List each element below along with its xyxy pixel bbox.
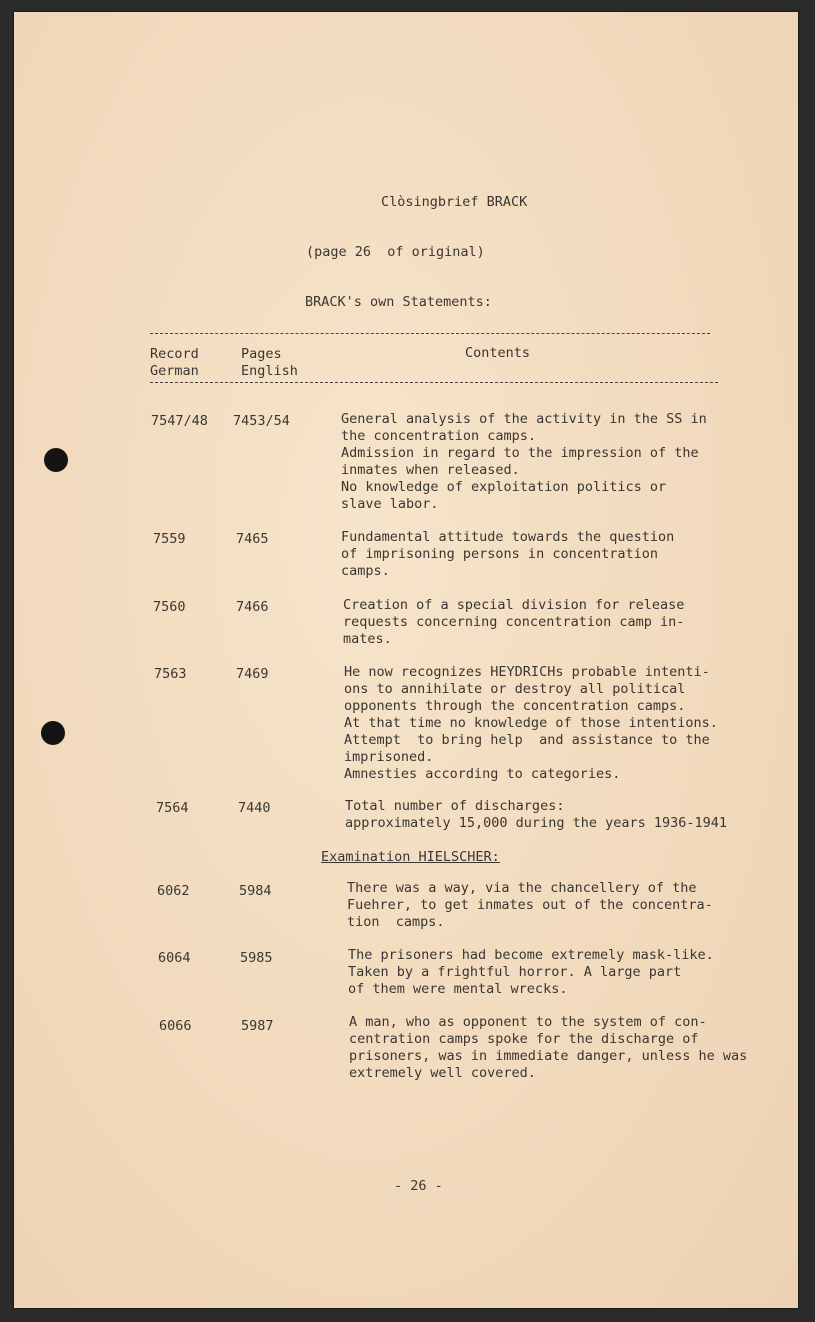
entry-german-ref: 7547/48 [151, 413, 208, 429]
section-heading-hielscher: Examination HIELSCHER: [321, 849, 500, 865]
header-german: German [150, 363, 199, 379]
entry-german-ref: 7563 [154, 666, 187, 682]
document-title: Clòsingbrief BRACK [381, 194, 528, 210]
entry-english-ref: 7440 [238, 800, 271, 816]
entry-german-ref: 6062 [157, 883, 190, 899]
entry-german-ref: 7559 [153, 531, 186, 547]
entry-english-ref: 5985 [240, 950, 273, 966]
punch-hole-top [44, 448, 68, 472]
entry-contents: Total number of discharges: approximately 15,000 during the years 1936-1941 [345, 798, 728, 831]
entry-german-ref: 6064 [158, 950, 191, 966]
table-rule-bottom [150, 382, 718, 383]
entry-english-ref: 5987 [241, 1018, 274, 1034]
entry-contents: The prisoners had become extremely mask-like. Taken by a frightful horror. A large part of them were mental wrecks. [348, 947, 714, 997]
entry-english-ref: 7469 [236, 666, 269, 682]
entry-contents: He now recognizes HEYDRICHs probable intenti- ons to annihilate or destroy all political opponents through the concentration camps. At that time no knowledge of those intentions. Attempt to bring help and assistance to the imprisoned. Amnesties according to categories. [344, 664, 718, 782]
header-contents: Contents [465, 345, 531, 361]
table-rule-top [150, 333, 710, 334]
section-heading-brack: BRACK's own Statements: [305, 294, 492, 310]
page-reference: (page 26 of original) [306, 244, 485, 260]
entry-contents: General analysis of the activity in the SS in the concentration camps. Admission in regard to the impression of the inmates when released. No knowledge of exploitation politics or slave labor. [341, 411, 707, 512]
entry-english-ref: 5984 [239, 883, 272, 899]
page-number: - 26 - [394, 1178, 443, 1194]
entry-contents: Creation of a special division for release requests concerning concentration camp in- mates. [343, 597, 685, 647]
punch-hole-bottom [41, 721, 65, 745]
header-english: English [241, 363, 298, 379]
entry-german-ref: 6066 [159, 1018, 192, 1034]
entry-contents: A man, who as opponent to the system of con- centration camps spoke for the discharge of prisoners, was in immediate danger, unless he was extremely well covered. [349, 1014, 748, 1081]
entry-contents: Fundamental attitude towards the question of imprisoning persons in concentration camps. [341, 529, 675, 579]
header-pages: Pages [241, 346, 282, 362]
entry-english-ref: 7466 [236, 599, 269, 615]
entry-german-ref: 7564 [156, 800, 189, 816]
entry-english-ref: 7453/54 [233, 413, 290, 429]
header-record: Record [150, 346, 199, 362]
entry-english-ref: 7465 [236, 531, 269, 547]
entry-german-ref: 7560 [153, 599, 186, 615]
entry-contents: There was a way, via the chancellery of the Fuehrer, to get inmates out of the concentra- tion camps. [347, 880, 713, 930]
